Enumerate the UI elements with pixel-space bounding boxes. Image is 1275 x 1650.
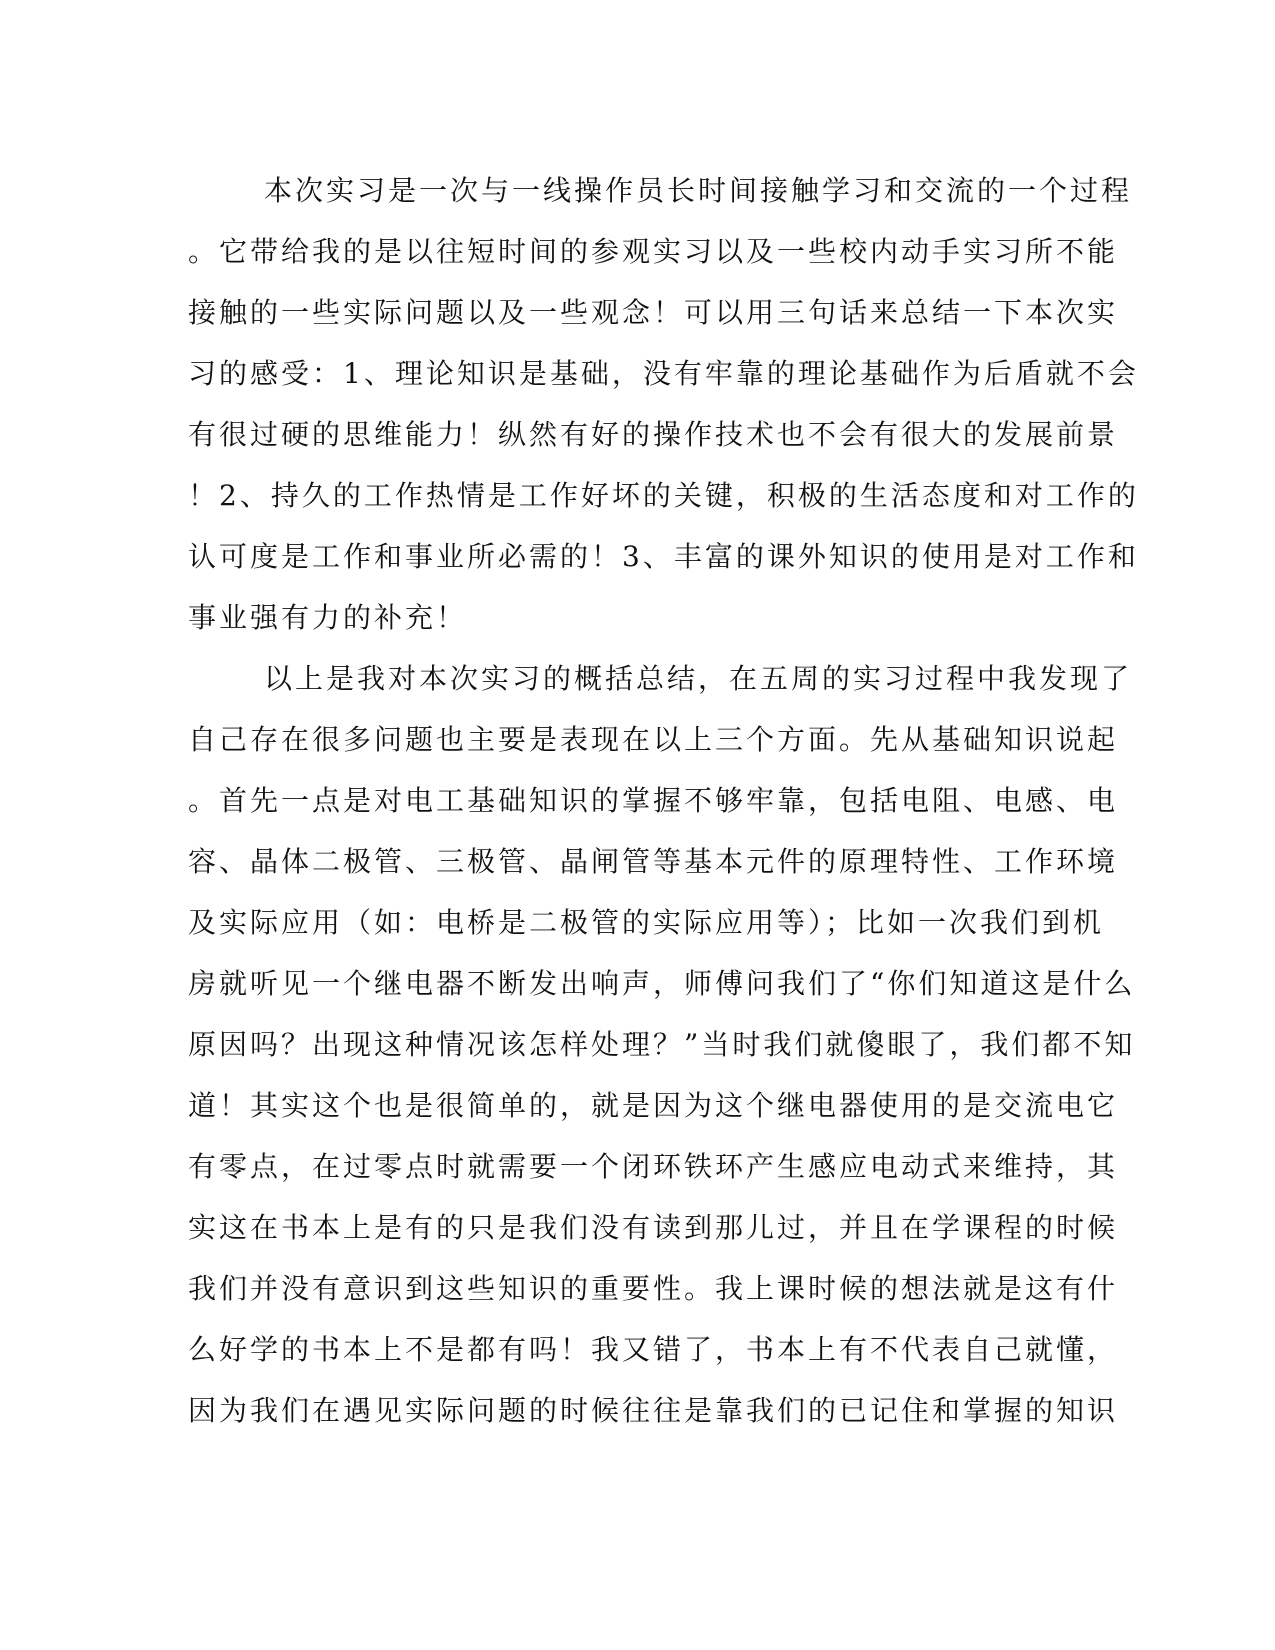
paragraph-2-line-9: 有零点，在过零点时就需要一个闭环铁环产生感应电动式来维持，其 <box>188 1150 1119 1183</box>
paragraph-2-line-12: 么好学的书本上不是都有吗！我又错了，书本上有不代表自己就懂， <box>188 1333 1119 1366</box>
paragraph-1-line-4: 习的感受：1、理论知识是基础，没有牢靠的理论基础作为后盾就不会 <box>188 357 1139 390</box>
paragraph-2-line-1: 以上是我对本次实习的概括总结，在五周的实习过程中我发现了 <box>264 662 1133 695</box>
paragraph-2-line-8: 道！其实这个也是很简单的，就是因为这个继电器使用的是交流电它 <box>188 1089 1119 1122</box>
body-text <box>188 160 1139 1441</box>
paragraph-1-line-3: 接触的一些实际问题以及一些观念！可以用三句话来总结一下本次实 <box>188 296 1119 329</box>
paragraph-1-line-7: 认可度是工作和事业所必需的！3、丰富的课外知识的使用是对工作和 <box>188 540 1139 573</box>
paragraph-2-line-13: 因为我们在遇见实际问题的时候往往是靠我们的已记住和掌握的知识 <box>188 1394 1119 1427</box>
paragraph-2-line-6: 房就听见一个继电器不断发出响声，师傅问我们了“你们知道这是什么 <box>188 967 1136 1000</box>
paragraph-2-line-2: 自己存在很多问题也主要是表现在以上三个方面。先从基础知识说起 <box>188 723 1119 756</box>
paragraph-1-line-8: 事业强有力的补充！ <box>188 601 468 634</box>
paragraph-1-line-6: ！2、持久的工作热情是工作好坏的关键，积极的生活态度和对工作的 <box>188 479 1139 512</box>
paragraph-2-line-10: 实这在书本上是有的只是我们没有读到那儿过，并且在学课程的时候 <box>188 1211 1119 1244</box>
paragraph-2-line-5: 及实际应用（如：电桥是二极管的实际应用等）；比如一次我们到机 <box>188 906 1105 939</box>
paragraph-1-line-5: 有很过硬的思维能力！纵然有好的操作技术也不会有很大的发展前景 <box>188 418 1119 451</box>
paragraph-2-line-4: 容、晶体二极管、三极管、晶闸管等基本元件的原理特性、工作环境 <box>188 845 1119 878</box>
paragraph-2-line-7: 原因吗？出现这种情况该怎样处理？”当时我们就傻眼了，我们都不知 <box>188 1028 1136 1061</box>
paragraph-1-line-2: 。它带给我的是以往短时间的参观实习以及一些校内动手实习所不能 <box>188 235 1119 268</box>
paragraph-2-line-3: 。首先一点是对电工基础知识的掌握不够牢靠，包括电阻、电感、电 <box>188 784 1119 817</box>
paragraph-2-line-11: 我们并没有意识到这些知识的重要性。我上课时候的想法就是这有什 <box>188 1272 1119 1305</box>
paragraph-1-line-1: 本次实习是一次与一线操作员长时间接触学习和交流的一个过程 <box>264 174 1133 207</box>
